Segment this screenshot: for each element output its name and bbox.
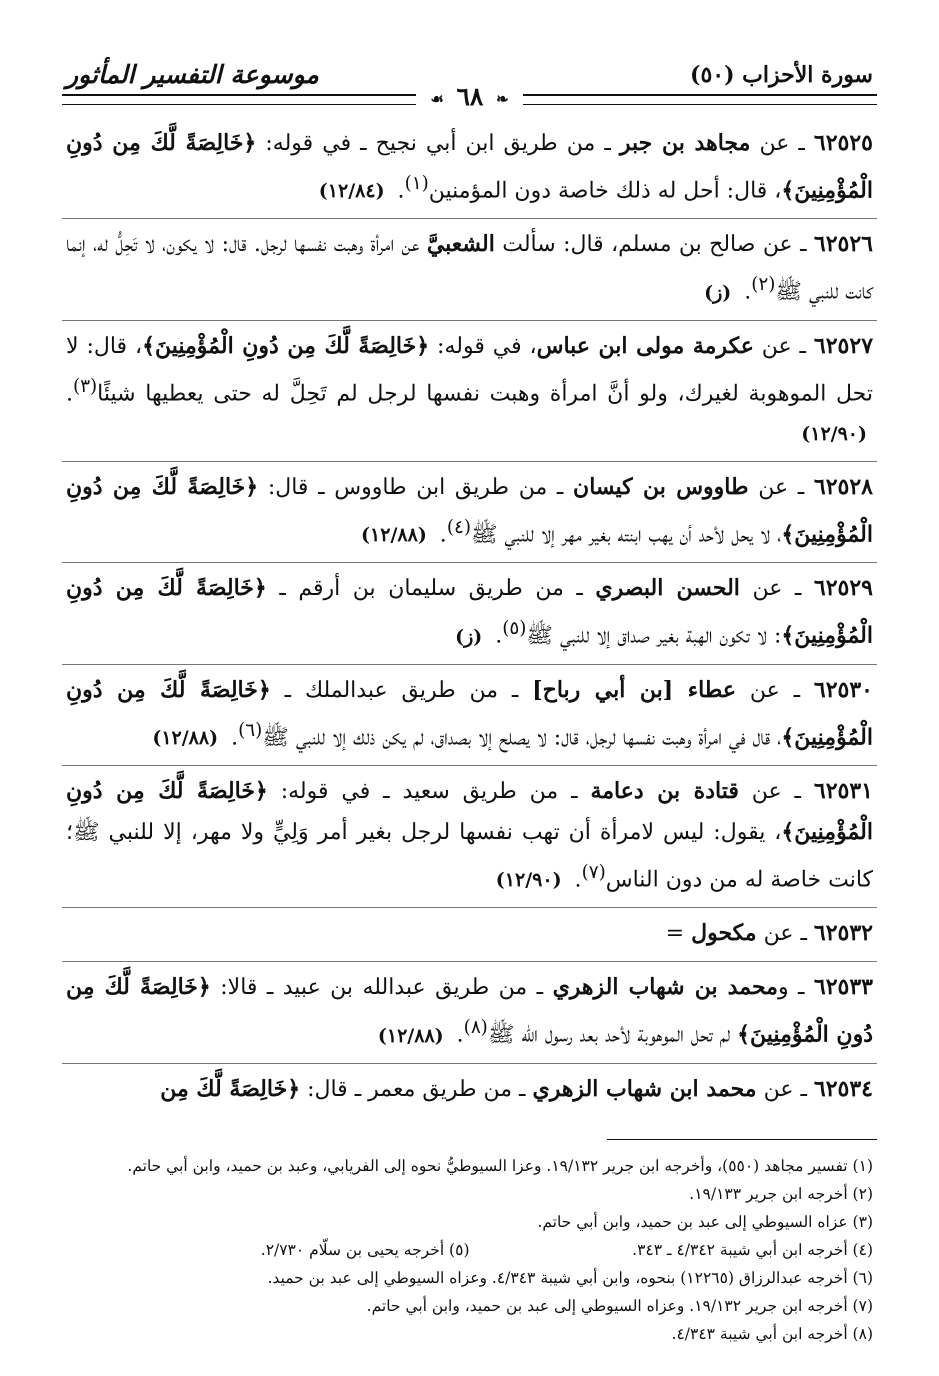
- entry-text: ، قال: لا تحل الموهوبة لغيرك، ولو أنَّ امرأة وهبت نفسها لرجل لم تَحِلَّ له حتى يعطيها شيئًا: [66, 333, 873, 406]
- narrator-name: الحسن البصري: [595, 575, 740, 602]
- surah-title: سورة الأحزاب (٥٠): [690, 62, 873, 88]
- narration-entry: [62, 1064, 877, 1117]
- footnote-marker: (٨): [463, 1017, 488, 1039]
- entry-text: ـ عن: [753, 333, 814, 359]
- footnote: (٨) أخرجه ابن أبي شيبة ٤/٣٤٣.: [671, 1324, 873, 1343]
- entry-number: ٦٢٥٣١: [813, 777, 873, 804]
- entry-text: =: [665, 921, 692, 947]
- entry-text: ـ عن: [750, 131, 814, 156]
- entry-text: .: [224, 724, 239, 750]
- entry-text: .: [432, 522, 447, 548]
- entry-number: ٦٢٥٣٤: [813, 1075, 873, 1102]
- quran-quote: ﴿خَالِصَةً لَّكَ مِن دُونِ الْمُؤْمِنِينَ﴾: [66, 974, 873, 1048]
- volume-reference: (١٢/٩٠): [801, 422, 867, 445]
- entry-text: ، في قوله:: [429, 333, 537, 359]
- page-number-box: [416, 82, 522, 111]
- narrator-name: قتادة بن دعامة: [590, 777, 739, 804]
- entry-text: ، يقول: ليس لامرأة أن تهب نفسها لرجل بغير أمر وَلِيٍّ ولا مهر، إلا للنبي ﷺ؛ كانت خاصة له من دون الناس: [66, 819, 873, 893]
- entry-text: ، قال: أحل له ذلك خاصة دون المؤمنين: [428, 178, 782, 204]
- quran-quote: ﴿خَالِصَةً لَّكَ مِن دُونِ الْمُؤْمِنِينَ﴾: [66, 130, 873, 204]
- entry-text: عن امرأة وهبت نفسها لرجل. قال: لا يكون، لا تَحِلُّ له، إنما كانت للنبي ﷺ: [66, 232, 873, 305]
- footnote: (١) تفسير مجاهد (٥٥٠)، وأخرجه ابن جرير ١٩/١٣٢. وعزا السيوطيُّ نحوه إلى الفريابي، وعبد بن حميد، وابن أبي حاتم.: [127, 1156, 873, 1175]
- footnote-marker: (٥): [502, 618, 527, 640]
- page: [62, 52, 877, 1348]
- entry-number: ٦٢٥٢٥: [813, 130, 873, 156]
- volume-reference: (١٢/٩٠): [495, 869, 562, 892]
- volume-reference: (١٢/٨٨): [361, 524, 427, 547]
- page-number: ٦٨: [456, 82, 484, 111]
- volume-reference: (١٢/٨٨): [152, 726, 219, 749]
- entry-text: .: [567, 867, 582, 893]
- entry-text: ـ من طريق عبدالملك ـ: [270, 677, 533, 703]
- narration-entry: [62, 962, 877, 1063]
- entry-text: .: [66, 380, 73, 406]
- narrator-name: عكرمة مولى ابن عباس: [536, 332, 754, 359]
- entry-number: ٦٢٥٢٨: [813, 473, 873, 500]
- entry-text: ـ عن: [735, 677, 814, 703]
- narrator-name: عطاء [بن أبي رباح]: [532, 676, 736, 703]
- volume-reference: (ز): [704, 281, 732, 304]
- ornament-icon: ☙: [430, 89, 444, 108]
- narration-entry: [62, 563, 877, 664]
- footnote: (٤) أخرجه ابن أبي شيبة ٤/٣٤٢ ـ ٣٤٣.: [632, 1240, 873, 1259]
- entry-text: ـ عن: [756, 921, 814, 947]
- entry-text: .: [449, 1022, 464, 1048]
- footnote: (٢) أخرجه ابن جرير ١٩/١٣٣.: [689, 1184, 873, 1203]
- footnote-marker: (٤): [446, 516, 471, 538]
- entry-text: ـ عن صالح بن مسلم، قال: سألت: [494, 232, 814, 258]
- narrator-name: الشعبيَّ: [426, 231, 495, 258]
- entry-number: ٦٢٥٢٦: [813, 231, 873, 258]
- entry-text: .: [488, 623, 503, 649]
- volume-reference: (١٢/٨٤): [318, 180, 385, 203]
- narrator-name: مكحول: [691, 920, 757, 947]
- entry-text: .: [737, 279, 752, 305]
- narration-entry: [62, 321, 877, 462]
- narrator-name: طاووس بن كيسان: [573, 473, 749, 500]
- entry-text: ـ عن: [756, 1076, 814, 1102]
- quran-quote: ﴿خَالِصَةً لَّكَ مِن: [160, 1075, 301, 1102]
- narration-entry: [62, 118, 877, 219]
- entry-text: .: [390, 178, 405, 204]
- footnote-marker: (٦): [238, 719, 263, 741]
- entry-text: ـ و: [777, 975, 814, 1001]
- entry-number: ٦٢٥٢٧: [813, 332, 874, 359]
- entry-number: ٦٢٥٣٣: [813, 974, 873, 1001]
- quran-quote: ﴿خَالِصَةً لَّكَ مِن دُونِ الْمُؤْمِنِينَ﴾: [66, 575, 873, 649]
- entry-number: ٦٢٥٣٠: [813, 676, 873, 703]
- entry-text: لم تحل الموهوبة لأحد بعد رسول الله ﷺ: [487, 1022, 738, 1048]
- entry-number: ٦٢٥٣٢: [813, 920, 873, 947]
- volume-reference: (ز): [455, 625, 483, 648]
- entry-text: ، لا يحل لأحد أن يهب ابنته بغير مهر إلا للنبي ﷺ: [470, 522, 782, 548]
- volume-reference: (١٢/٨٨): [377, 1024, 444, 1047]
- footnotes: [62, 1152, 877, 1348]
- entry-text: ـ من طريق سعيد ـ في قوله:: [267, 778, 591, 804]
- entry-number: ٦٢٥٢٩: [813, 575, 873, 602]
- entry-text: ـ من طريق معمر ـ قال:: [300, 1076, 533, 1102]
- footnote: (٧) أخرجه ابن جرير ١٩/١٣٢. وعزاه السيوطي إلى عبد بن حميد، وابن أبي حاتم.: [366, 1296, 873, 1315]
- entry-text: ـ عن: [739, 576, 814, 602]
- quran-quote: ﴿خَالِصَةً لَّكَ مِن دُونِ الْمُؤْمِنِينَ﴾: [66, 676, 873, 750]
- footnote-marker: (١): [404, 173, 429, 194]
- narrator-name: مجاهد بن جبر: [619, 130, 751, 156]
- footnote: (٦) أخرجه عبدالرزاق (١٢٢٦٥) بنحوه، وابن أبي شيبة ٤/٣٤٣. وعزاه السيوطي إلى عبد بن حميد.: [267, 1268, 873, 1287]
- entry-text: ـ من طريق سليمان بن أرقم ـ: [266, 576, 596, 602]
- entry-text: ـ عن: [748, 474, 814, 500]
- narration-entry: [62, 219, 877, 320]
- narration-entry: [62, 665, 877, 766]
- footnote: (٣) عزاه السيوطي إلى عبد بن حميد، وابن أبي حاتم.: [537, 1212, 873, 1231]
- quran-quote: ﴿خَالِصَةً لَّكَ مِن دُونِ الْمُؤْمِنِينَ﴾: [66, 473, 873, 548]
- entry-text: ـ من طريق عبدالله بن عبيد ـ قالا:: [210, 975, 553, 1001]
- narration-entry: [62, 766, 877, 908]
- narration-entry: [62, 462, 877, 563]
- entry-text: : لا تكون الهبة بغير صداق إلا للنبي ﷺ: [526, 623, 782, 649]
- ornament-icon: ❧: [496, 89, 509, 108]
- quran-quote: ﴿خَالِصَةً لَّكَ مِن دُونِ الْمُؤْمِنِينَ﴾: [142, 332, 430, 359]
- footnote-marker: (٧): [581, 861, 606, 883]
- footnote: (٥) أخرجه يحيى بن سلّام ٢/٧٣٠.: [260, 1240, 470, 1259]
- narrator-name: محمد بن شهاب الزهري: [552, 974, 778, 1001]
- footnote-separator: [607, 1139, 877, 1140]
- footnote-marker: (٢): [751, 274, 776, 296]
- entry-text: ـ من طريق ابن أبي نجيح ـ في قوله:: [256, 131, 620, 156]
- footnote-marker: (٣): [73, 375, 98, 397]
- book-title: موسوعة التفسير المأثور: [66, 60, 319, 89]
- page-header: [62, 52, 877, 118]
- narration-entry: [62, 908, 877, 962]
- narrator-name: محمد ابن شهاب الزهري: [532, 1075, 757, 1102]
- entry-text: ـ من طريق ابن طاووس ـ قال:: [258, 474, 574, 500]
- quran-quote: ﴿خَالِصَةً لَّكَ مِن دُونِ الْمُؤْمِنِينَ﴾: [66, 777, 873, 845]
- entry-text: ـ عن: [738, 778, 814, 804]
- entry-text: ، قال في امرأة وهبت نفسها لرجل، قال: لا يصلح إلا بصداق، لم يكن ذلك إلا للنبي ﷺ: [262, 724, 782, 750]
- entries-list: [62, 118, 877, 1117]
